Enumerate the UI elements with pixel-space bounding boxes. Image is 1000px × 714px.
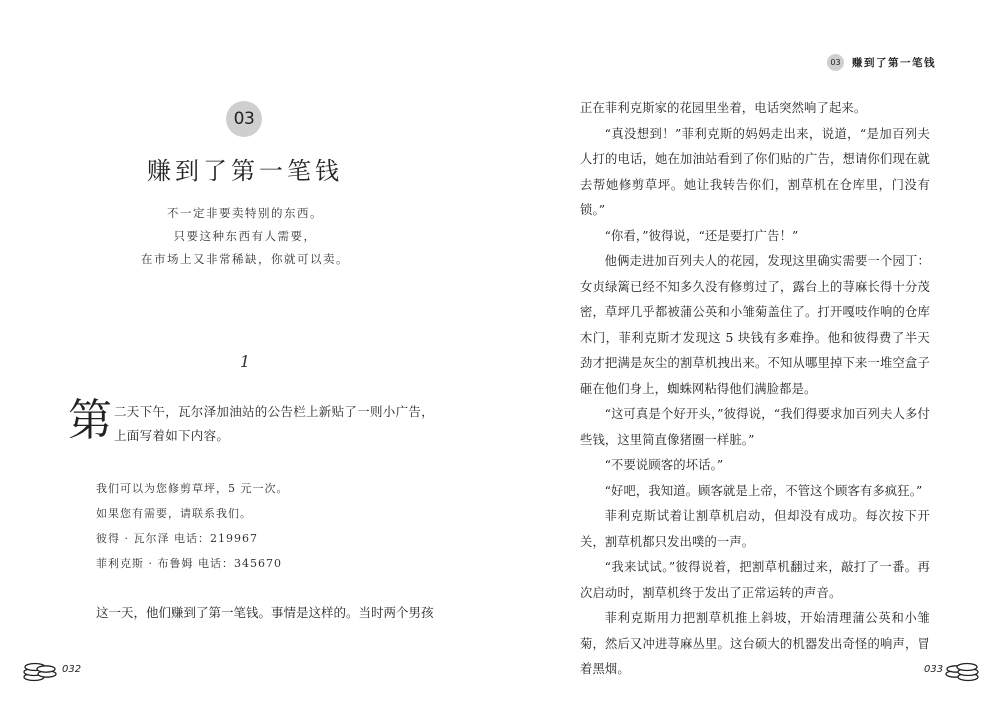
epigraph-line: 只要这种东西有人需要，: [173, 229, 317, 243]
coin-stack-icon: [22, 656, 58, 682]
paragraph: “我来试试。”彼得说着，把割草机翻过来，敲打了一番。再次启动时，割草机终于发出了正常运转的声音。: [580, 560, 930, 600]
paragraph: 正在菲利克斯家的花园里坐着，电话突然响了起来。: [580, 101, 867, 115]
page-number: 032: [62, 664, 82, 675]
paragraph: 菲利克斯试着让割草机启动，但却没有成功。每次按下开关，割草机都只发出噗的一声。: [580, 509, 930, 549]
page-number: 033: [924, 664, 944, 675]
paragraph: “你看，”彼得说，“还是要打广告！”: [604, 228, 799, 243]
chapter-title: 赚到了第一笔钱: [147, 157, 343, 185]
coin-stack-icon: [944, 656, 980, 682]
epigraph-line: 在市场上又非常稀缺，你就可以卖。: [141, 252, 349, 266]
epigraph: [0, 202, 490, 271]
paragraph: “好吧，我知道。顾客就是上帝，不管这个顾客有多疯狂。”: [604, 483, 923, 498]
text-line: 这一天，他们赚到了第一笔钱。事情是这样的。当时两个男孩: [96, 605, 434, 620]
ad-line: 我们可以为您修剪草坪，5 元一次。: [96, 482, 289, 495]
section-marker: 1: [239, 352, 251, 371]
ad-line: 如果您有需要，请联系我们。: [96, 507, 252, 520]
ad-line: 彼得 · 瓦尔泽 电话：219967: [96, 532, 258, 545]
text-line: 二天下午，瓦尔泽加油站的公告栏上新贴了一则小广告，: [114, 404, 435, 419]
body-text: [580, 96, 930, 683]
paragraph: “不要说顾客的坏话。”: [604, 458, 724, 472]
text-line: 上面写着如下内容。: [114, 428, 230, 443]
drop-cap: 第: [68, 395, 112, 446]
ad-line: 菲利克斯 · 布鲁姆 电话：345670: [96, 557, 282, 570]
running-header-title: 赚到了第一笔钱: [852, 57, 936, 69]
epigraph-line: 不一定非要卖特别的东西。: [167, 206, 323, 220]
paragraph: “这可真是个好开头，”彼得说，“我们得要求加百列夫人多付些钱，这里简直像猪圈一样脏。”: [580, 407, 930, 447]
right-page: [500, 0, 1000, 714]
running-header-number: 03: [827, 54, 844, 71]
opening-paragraph: [114, 400, 444, 448]
paragraph: 他俩走进加百列夫人的花园，发现这里确实需要一个园丁：女贞绿篱已经不知多久没有修剪过了，露台上的荨麻长得十分茂密，草坪几乎都被蒲公英和小雏菊盖住了。打开嘎吱作响的仓库木门，菲利克斯才发现这 5 块钱有多难挣。他和彼得费了半天劲才把满是灰尘的割草机拽出来。不知从哪里掉下来一堆空盒子砸在他们身上，蜘蛛网粘得他们满脸都是。: [580, 254, 930, 396]
chapter-number-badge: 03: [226, 101, 262, 137]
paragraph: 菲利克斯用力把割草机推上斜坡，开始清理蒲公英和小雏菊，然后又冲进荨麻丛里。这台硕大的机器发出奇怪的响声，冒着黑烟。: [580, 611, 930, 676]
advertisement-text: [96, 476, 289, 576]
paragraph: “真没想到！”菲利克斯的妈妈走出来，说道，“是加百列夫人打的电话，她在加油站看到了你们贴的广告，想请你们现在就去帮她修剪草坪。她让我转告你们，割草机在仓库里，门没有锁。”: [580, 126, 930, 217]
